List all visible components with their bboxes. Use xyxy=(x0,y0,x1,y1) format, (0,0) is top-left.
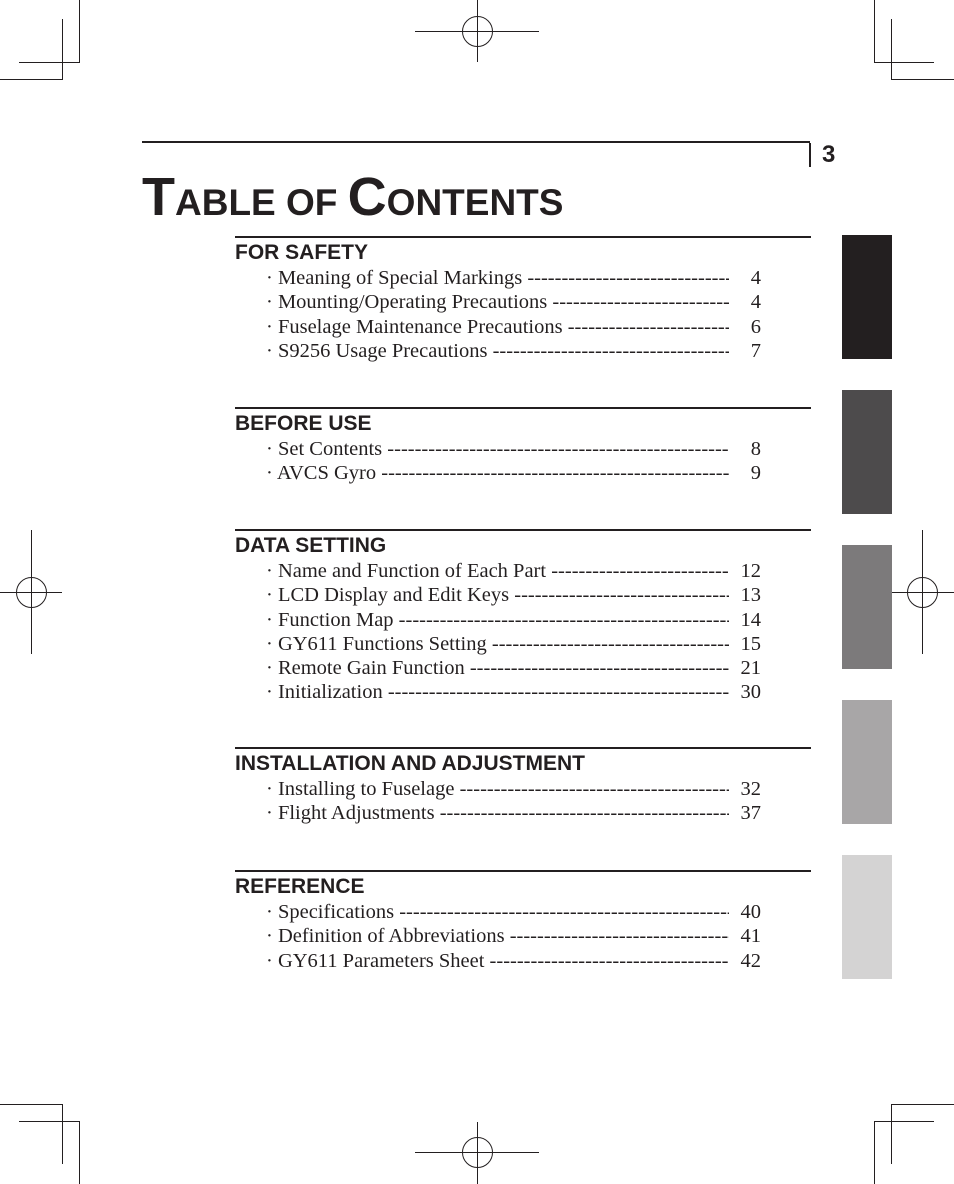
toc-entry-label: · Set Contents ----- xyxy=(266,437,729,461)
crop-mark xyxy=(874,1121,934,1122)
section-rule xyxy=(235,529,811,531)
toc-entry-page: 41 xyxy=(731,924,761,948)
toc-entry-page: 4 xyxy=(731,290,761,314)
toc-entry[interactable] xyxy=(266,437,761,461)
toc-entry-page: 40 xyxy=(731,900,761,924)
toc-entry[interactable] xyxy=(266,290,761,314)
toc-entry-page: 9 xyxy=(731,461,761,485)
toc-entry-label: · Meaning of Special Markings ----- xyxy=(266,266,729,290)
section-title: REFERENCE xyxy=(235,875,365,898)
chapter-tab-5[interactable] xyxy=(842,855,892,979)
crop-mark xyxy=(874,0,875,63)
toc-entry-label: · AVCS Gyro ----- xyxy=(266,461,729,485)
toc-entry[interactable] xyxy=(266,777,761,801)
toc-entry[interactable] xyxy=(266,680,761,704)
page-number-divider xyxy=(809,143,811,167)
crop-mark xyxy=(891,79,954,80)
crop-mark xyxy=(62,1104,63,1164)
toc-entry-label: · Specifications ----- xyxy=(266,900,729,924)
toc-entry-page: 6 xyxy=(731,315,761,339)
toc-entry-label: · Fuselage Maintenance Precautions ----- xyxy=(266,315,729,339)
toc-section-installation xyxy=(235,747,811,826)
toc-entry-page: 32 xyxy=(731,777,761,801)
crop-mark xyxy=(62,19,63,79)
section-title: DATA SETTING xyxy=(235,534,387,557)
crop-mark xyxy=(19,1121,79,1122)
crop-mark xyxy=(79,1121,80,1184)
toc-entry-page: 12 xyxy=(731,559,761,583)
toc-entry-page: 15 xyxy=(731,632,761,656)
toc-entry-label: · Initialization ----- xyxy=(266,680,729,704)
toc-entry[interactable] xyxy=(266,801,761,825)
toc-entry[interactable] xyxy=(266,900,761,924)
crop-mark xyxy=(19,62,79,63)
toc-entry[interactable] xyxy=(266,632,761,656)
chapter-tab-3[interactable] xyxy=(842,545,892,669)
chapter-tab-2[interactable] xyxy=(842,390,892,514)
header-rule xyxy=(142,141,810,143)
toc-entry-label: · S9256 Usage Precautions ----- xyxy=(266,339,729,363)
crop-mark xyxy=(0,79,63,80)
toc-entry[interactable] xyxy=(266,608,761,632)
toc-entry[interactable] xyxy=(266,656,761,680)
page-number: 3 xyxy=(822,141,836,168)
toc-section-reference xyxy=(235,870,811,973)
section-rule xyxy=(235,870,811,872)
chapter-tab-1[interactable] xyxy=(842,235,892,359)
toc-entry[interactable] xyxy=(266,559,761,583)
toc-entry[interactable] xyxy=(266,266,761,290)
toc-entry-page: 4 xyxy=(731,266,761,290)
page-title: TABLE OF CONTENTS xyxy=(142,167,564,227)
toc-entry-label: · Function Map ----- xyxy=(266,608,729,632)
toc-entry-page: 7 xyxy=(731,339,761,363)
toc-entry-label: · GY611 Functions Setting ----- xyxy=(266,632,729,656)
chapter-tab-4[interactable] xyxy=(842,700,892,824)
toc-entry-page: 13 xyxy=(731,583,761,607)
toc-entry-label: · LCD Display and Edit Keys ----- xyxy=(266,583,729,607)
toc-entry[interactable] xyxy=(266,339,761,363)
toc-entry-page: 21 xyxy=(731,656,761,680)
toc-entry-label: · Name and Function of Each Part ----- xyxy=(266,559,729,583)
toc-section-before-use xyxy=(235,407,811,486)
toc-entry-page: 8 xyxy=(731,437,761,461)
toc-entry-page: 42 xyxy=(731,949,761,973)
crop-mark xyxy=(874,1121,875,1184)
crop-mark xyxy=(79,0,80,63)
toc-entry[interactable] xyxy=(266,461,761,485)
toc-section-for-safety xyxy=(235,236,811,363)
toc-entry-label: · Mounting/Operating Precautions ----- xyxy=(266,290,729,314)
crop-mark xyxy=(0,1104,63,1105)
toc-entry-label: · Flight Adjustments ----- xyxy=(266,801,729,825)
section-rule xyxy=(235,407,811,409)
toc-entry[interactable] xyxy=(266,924,761,948)
crop-mark xyxy=(874,62,934,63)
toc-entry-label: · GY611 Parameters Sheet ----- xyxy=(266,949,729,973)
toc-entry-page: 30 xyxy=(731,680,761,704)
toc-entry-label: · Remote Gain Function ----- xyxy=(266,656,729,680)
crop-mark xyxy=(891,19,892,79)
crop-mark xyxy=(891,1104,954,1105)
section-rule xyxy=(235,236,811,238)
toc-entry[interactable] xyxy=(266,949,761,973)
section-title: BEFORE USE xyxy=(235,412,372,435)
section-rule xyxy=(235,747,811,749)
section-title: FOR SAFETY xyxy=(235,241,369,264)
crop-mark xyxy=(891,1104,892,1164)
toc-entry-label: · Definition of Abbreviations ----- xyxy=(266,924,729,948)
toc-entry[interactable] xyxy=(266,583,761,607)
section-title: INSTALLATION AND ADJUSTMENT xyxy=(235,752,585,775)
toc-section-data-setting xyxy=(235,529,811,705)
toc-entry-page: 14 xyxy=(731,608,761,632)
toc-entry[interactable] xyxy=(266,315,761,339)
toc-entry-page: 37 xyxy=(731,801,761,825)
toc-entry-label: · Installing to Fuselage ----- xyxy=(266,777,729,801)
